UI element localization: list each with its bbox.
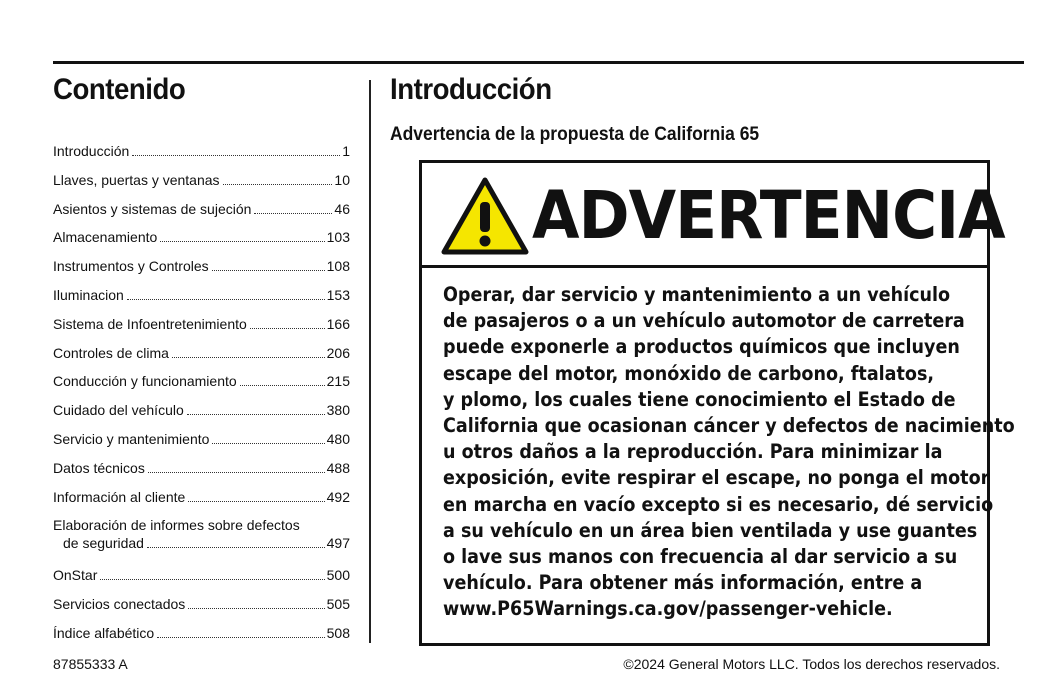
document-number: 87855333 A [53, 656, 128, 672]
copyright-notice: ©2024 General Motors LLC. Todos los derechos reservados. [623, 656, 1000, 672]
toc-entry[interactable] [53, 484, 350, 513]
toc-entry-label: Cuidado del vehículo [53, 402, 184, 419]
toc-entry[interactable] [53, 397, 350, 426]
toc-leader-dots [188, 501, 324, 502]
toc-leader-dots [250, 328, 325, 329]
toc-entry-page: 380 [326, 402, 350, 419]
warning-heading: ADVERTENCIA [532, 177, 1005, 254]
toc-leader-dots [240, 385, 325, 386]
toc-entry[interactable] [53, 196, 350, 225]
toc-entry-label: Instrumentos y Controles [53, 258, 209, 275]
toc-entry-page: 488 [326, 459, 350, 476]
toc-entry[interactable] [53, 282, 350, 311]
toc-entry-page: 103 [326, 229, 350, 246]
column-divider [369, 80, 371, 643]
toc-entry[interactable] [53, 224, 350, 253]
toc-entry-label: Servicio y mantenimiento [53, 430, 210, 447]
toc-entry-label: Sistema de Infoentretenimiento [53, 315, 247, 332]
toc-leader-dots [147, 547, 325, 548]
toc-entry[interactable] [53, 253, 350, 282]
toc-entry-page: 505 [326, 596, 350, 613]
toc-entry[interactable] [53, 138, 350, 167]
warning-text-line: vehículo. Para obtener más información, entre a [443, 571, 923, 595]
toc-leader-dots [127, 299, 325, 300]
toc-leader-dots [157, 637, 324, 638]
toc-entry-label: Asientos y sistemas de sujeción [53, 200, 252, 217]
toc-entry[interactable] [53, 620, 350, 649]
toc-leader-dots [187, 414, 325, 415]
toc-entry-page: 492 [326, 488, 350, 505]
toc-entry-page: 153 [326, 286, 350, 303]
table-of-contents [53, 138, 350, 649]
toc-entry-label: Datos técnicos [53, 459, 145, 476]
toc-entry[interactable] [53, 340, 350, 369]
toc-entry[interactable] [53, 368, 350, 397]
toc-entry[interactable] [53, 591, 350, 620]
toc-entry[interactable] [53, 426, 350, 455]
toc-entry-page: 215 [326, 373, 350, 390]
toc-entry[interactable] [53, 455, 350, 484]
toc-leader-dots [254, 213, 332, 214]
toc-entry-label-continued: de seguridad [63, 535, 144, 552]
toc-entry[interactable] [53, 562, 350, 591]
prop65-warning-box [419, 160, 1015, 646]
toc-entry-page: 206 [326, 344, 350, 361]
warning-text [443, 282, 1015, 623]
introduction-title: Introducción [390, 73, 552, 106]
warning-text-line: California que ocasionan cáncer y defectos de nacimiento [443, 414, 1015, 438]
contents-title: Contenido [53, 73, 186, 106]
toc-leader-dots [132, 155, 340, 156]
toc-leader-dots [172, 357, 325, 358]
toc-entry[interactable] [53, 512, 350, 562]
toc-entry-page: 480 [326, 430, 350, 447]
toc-leader-dots [188, 608, 324, 609]
toc-entry[interactable] [53, 167, 350, 196]
warning-triangle-icon [440, 176, 530, 256]
warning-text-line: en marcha en vacío excepto si es necesario, dé servicio [443, 492, 994, 516]
warning-text-line: Operar, dar servicio y mantenimiento a un vehículo [443, 283, 951, 306]
toc-leader-dots [223, 184, 333, 185]
toc-entry-label: Servicios conectados [53, 596, 186, 613]
warning-text-line: www.P65Warnings.ca.gov/passenger-vehicle. [443, 597, 893, 621]
warning-text-line: escape del motor, monóxido de carbono, ftalatos, [443, 361, 935, 385]
toc-entry-page: 46 [334, 200, 350, 217]
toc-entry-label: Iluminacion [53, 286, 124, 303]
warning-header [422, 163, 1005, 268]
section-subtitle: Advertencia de la propuesta de California 65 [390, 124, 760, 145]
toc-entry-page: 166 [326, 315, 350, 332]
toc-entry-label: Almacenamiento [53, 229, 158, 246]
warning-text-line: u otros daños a la reproducción. Para minimizar la [443, 440, 943, 464]
toc-entry-page: 1 [342, 143, 350, 159]
toc-entry-label: Introducción [53, 143, 130, 159]
toc-entry-page: 500 [326, 567, 350, 584]
toc-entry-page: 10 [334, 171, 350, 188]
warning-text-line: de pasajeros o a un vehículo automotor de carretera [443, 309, 965, 333]
warning-text-line: exposición, evite respirar el escape, no ponga el motor [443, 466, 990, 490]
toc-entry-label: Elaboración de informes sobre defectos [53, 517, 300, 534]
toc-leader-dots [160, 241, 324, 242]
toc-entry-label: OnStar [53, 567, 98, 584]
toc-entry-label: Controles de clima [53, 344, 169, 361]
toc-entry-label: Información al cliente [53, 488, 186, 505]
toc-entry-label: Conducción y funcionamiento [53, 373, 237, 390]
warning-text-line: y plomo, los cuales tiene conocimiento el Estado de [443, 387, 956, 411]
toc-leader-dots [100, 579, 324, 580]
toc-entry-label: Índice alfabético [53, 624, 155, 641]
warning-text-line: puede exponerle a productos químicos que incluyen [443, 335, 960, 359]
toc-leader-dots [212, 270, 325, 271]
top-rule [53, 61, 1024, 64]
toc-entry-page: 497 [326, 535, 350, 552]
warning-text-line: a su vehículo en un área bien ventilada y use guantes [443, 518, 978, 542]
warning-text-line: o lave sus manos con frecuencia al dar servicio a su [443, 545, 958, 569]
toc-entry-page: 108 [326, 258, 350, 275]
toc-entry-page: 508 [326, 624, 350, 641]
toc-leader-dots [148, 472, 325, 473]
toc-leader-dots [212, 443, 324, 444]
toc-entry[interactable] [53, 311, 350, 340]
toc-entry-label: Llaves, puertas y ventanas [53, 171, 220, 188]
